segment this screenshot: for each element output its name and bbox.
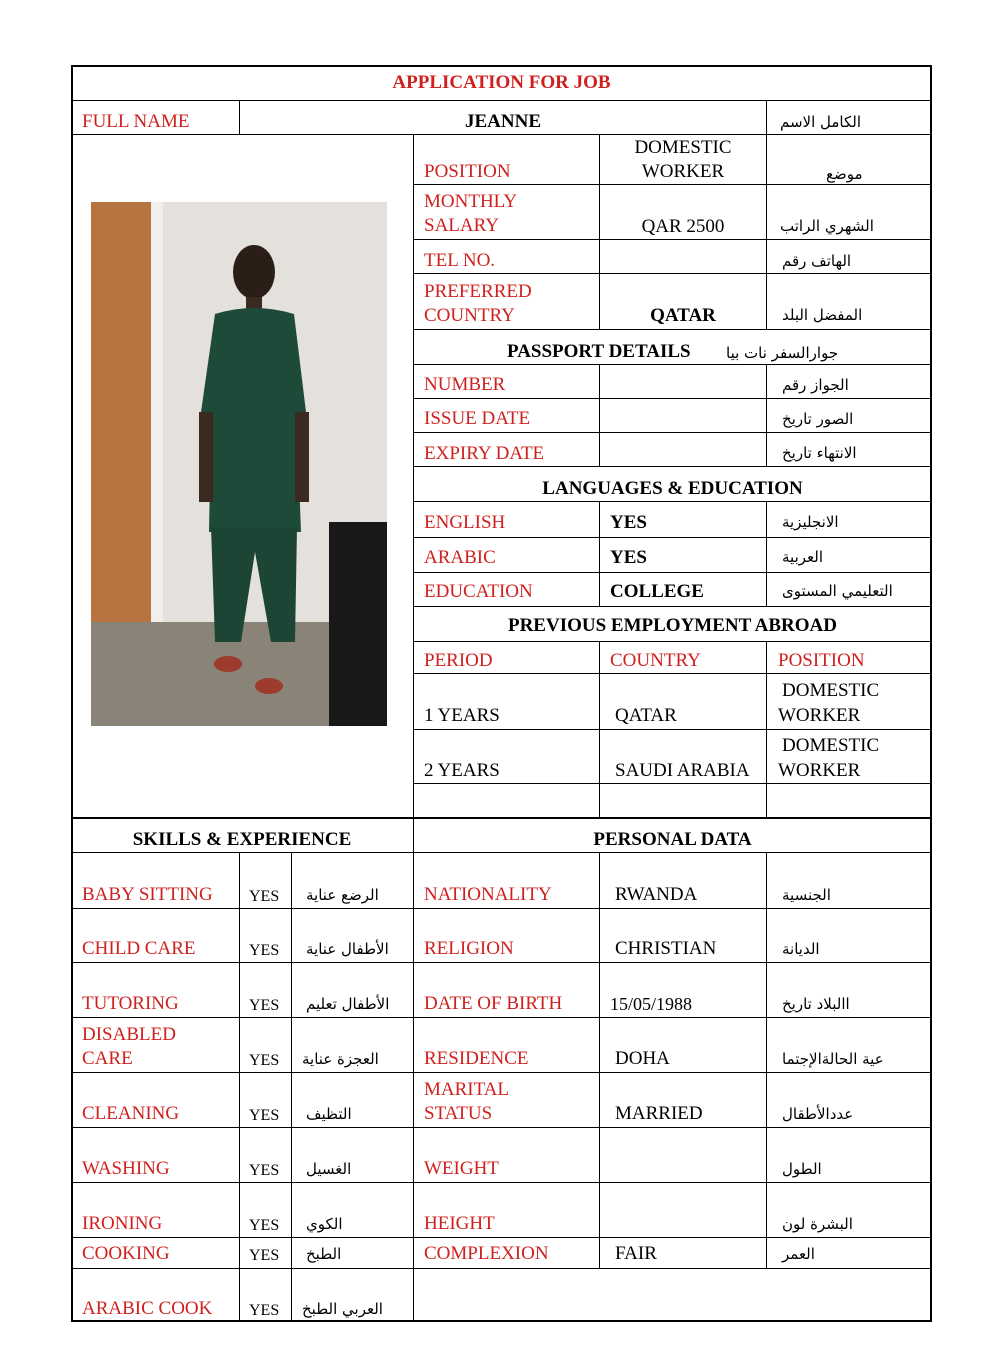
skill-label-line1: DISABLED [82,1024,176,1045]
personal-ar: عية الحالةالإجتما [782,1050,884,1068]
personal-value: RWANDA [615,884,698,905]
skill-value: YES [249,888,280,905]
employment-header: PREVIOUS EMPLOYMENT ABROAD [507,615,837,636]
preferred-country-ar: المفضل البلد [782,306,863,324]
skill-ar: الرضع عناية [306,886,379,904]
english-value: YES [610,512,647,533]
arabic-label: ARABIC [424,547,496,568]
employment-row-1-country: QATAR [615,705,677,726]
personal-label: RESIDENCE [424,1048,529,1069]
form-title: APPLICATION FOR JOB [392,72,611,93]
arabic-value: YES [610,547,647,568]
personal-value: CHRISTIAN [615,938,717,959]
employment-row-1-position-line2: WORKER [778,705,861,726]
employment-col-country: COUNTRY [610,650,701,671]
employment-row-2-position-line2: WORKER [778,760,861,781]
skill-label: CHILD CARE [82,938,196,959]
personal-value: 15/05/1988 [610,994,693,1014]
skill-value: YES [249,1052,280,1069]
skill-label: COOKING [82,1243,170,1264]
applicant-photo [91,202,387,726]
english-label: ENGLISH [424,512,506,533]
personal-ar: العمر [782,1245,815,1263]
personal-ar: الطول [782,1160,822,1178]
preferred-country-label-line2: COUNTRY [424,305,515,326]
skill-value: YES [249,1107,280,1124]
passport-number-ar: الجواز رقم [782,376,849,394]
personal-header: PERSONAL DATA [593,829,752,850]
skill-label: IRONING [82,1213,163,1234]
preferred-country-label-line1: PREFERRED [424,281,532,302]
passport-expiry-label: EXPIRY DATE [424,443,545,464]
skill-ar: العربي الطبخ [302,1300,383,1318]
salary-ar: الشهري الراتب [780,217,874,235]
salary-value: QAR 2500 [641,216,725,237]
personal-ar: الديانة [782,940,820,958]
skill-label: BABY SITTING [82,884,213,905]
employment-row-1-position-line1: DOMESTIC [782,680,880,701]
passport-header-ar: جوارالسفر نات بيا [726,344,839,362]
education-ar: التعليمي المستوى [782,582,893,600]
personal-ar: الجنسية [782,886,831,904]
skill-value: YES [249,1247,280,1264]
personal-ar: عددالأطقال [782,1105,854,1123]
skill-ar: الأطفال عناية [306,940,389,958]
personal-value: FAIR [615,1243,657,1264]
personal-ar: البشرة لون [782,1215,853,1233]
skill-ar: الطبخ [306,1245,342,1263]
languages-header: LANGUAGES & EDUCATION [542,478,803,499]
full-name-ar: الكامل الاسم [780,113,862,131]
skills-header: SKILLS & EXPERIENCE [132,829,352,850]
english-ar: الانجليزية [782,513,839,531]
salary-label-line2: SALARY [424,215,499,236]
personal-label: DATE OF BIRTH [424,993,563,1014]
personal-label: HEIGHT [424,1213,495,1234]
position-label: POSITION [424,161,511,182]
tel-label: TEL NO. [424,250,496,271]
skill-label: ARABIC COOK [82,1298,213,1319]
skill-ar: العجزة عناية [302,1050,379,1068]
full-name-label: FULL NAME [82,111,190,132]
passport-number-label: NUMBER [424,374,506,395]
arabic-ar: العربية [782,548,823,566]
skill-value: YES [249,942,280,959]
skill-label-line2: CARE [82,1048,133,1069]
skill-label: TUTORING [82,993,179,1014]
skill-ar: الأطفال تعليم [306,995,390,1013]
position-value-line1: DOMESTIC [634,137,732,158]
skill-label: CLEANING [82,1103,180,1124]
passport-issue-ar: الصور تاريخ [782,410,854,428]
skill-ar: الكوي [306,1215,343,1233]
education-label: EDUCATION [424,581,533,602]
employment-row-2-period: 2 YEARS [424,760,500,781]
preferred-country-value: QATAR [650,305,716,326]
employment-col-position: POSITION [778,650,865,671]
personal-value: DOHA [615,1048,670,1069]
skill-ar: الغسيل [306,1160,352,1178]
position-ar: موضع [826,165,863,183]
personal-label: NATIONALITY [424,884,552,905]
skill-value: YES [249,1162,280,1179]
employment-row-1-period: 1 YEARS [424,705,500,726]
skill-ar: التظيف [306,1105,352,1123]
skill-value: YES [249,1217,280,1234]
employment-col-period: PERIOD [424,650,493,671]
passport-header: PASSPORT DETAILS [507,341,691,362]
personal-label: WEIGHT [424,1158,499,1179]
personal-label-line2: STATUS [424,1103,493,1124]
education-value: COLLEGE [610,581,704,602]
skill-value: YES [249,997,280,1014]
employment-row-2-country: SAUDI ARABIA [615,760,750,781]
personal-ar: االبلاد تاريخ [782,995,850,1013]
passport-issue-label: ISSUE DATE [424,408,531,429]
salary-label-line1: MONTHLY [424,191,518,212]
personal-label: RELIGION [424,938,514,959]
passport-expiry-ar: الانتهاء تاريخ [782,444,857,462]
skill-label: WASHING [82,1158,170,1179]
skill-value: YES [249,1302,280,1319]
tel-ar: الهاتف رقم [782,252,852,270]
personal-value: MARRIED [615,1103,703,1124]
position-value-line2: WORKER [641,161,725,182]
personal-label-line1: MARITAL [424,1079,510,1100]
full-name-value: JEANNE [464,111,541,132]
personal-label: COMPLEXION [424,1243,549,1264]
employment-row-2-position-line1: DOMESTIC [782,735,880,756]
